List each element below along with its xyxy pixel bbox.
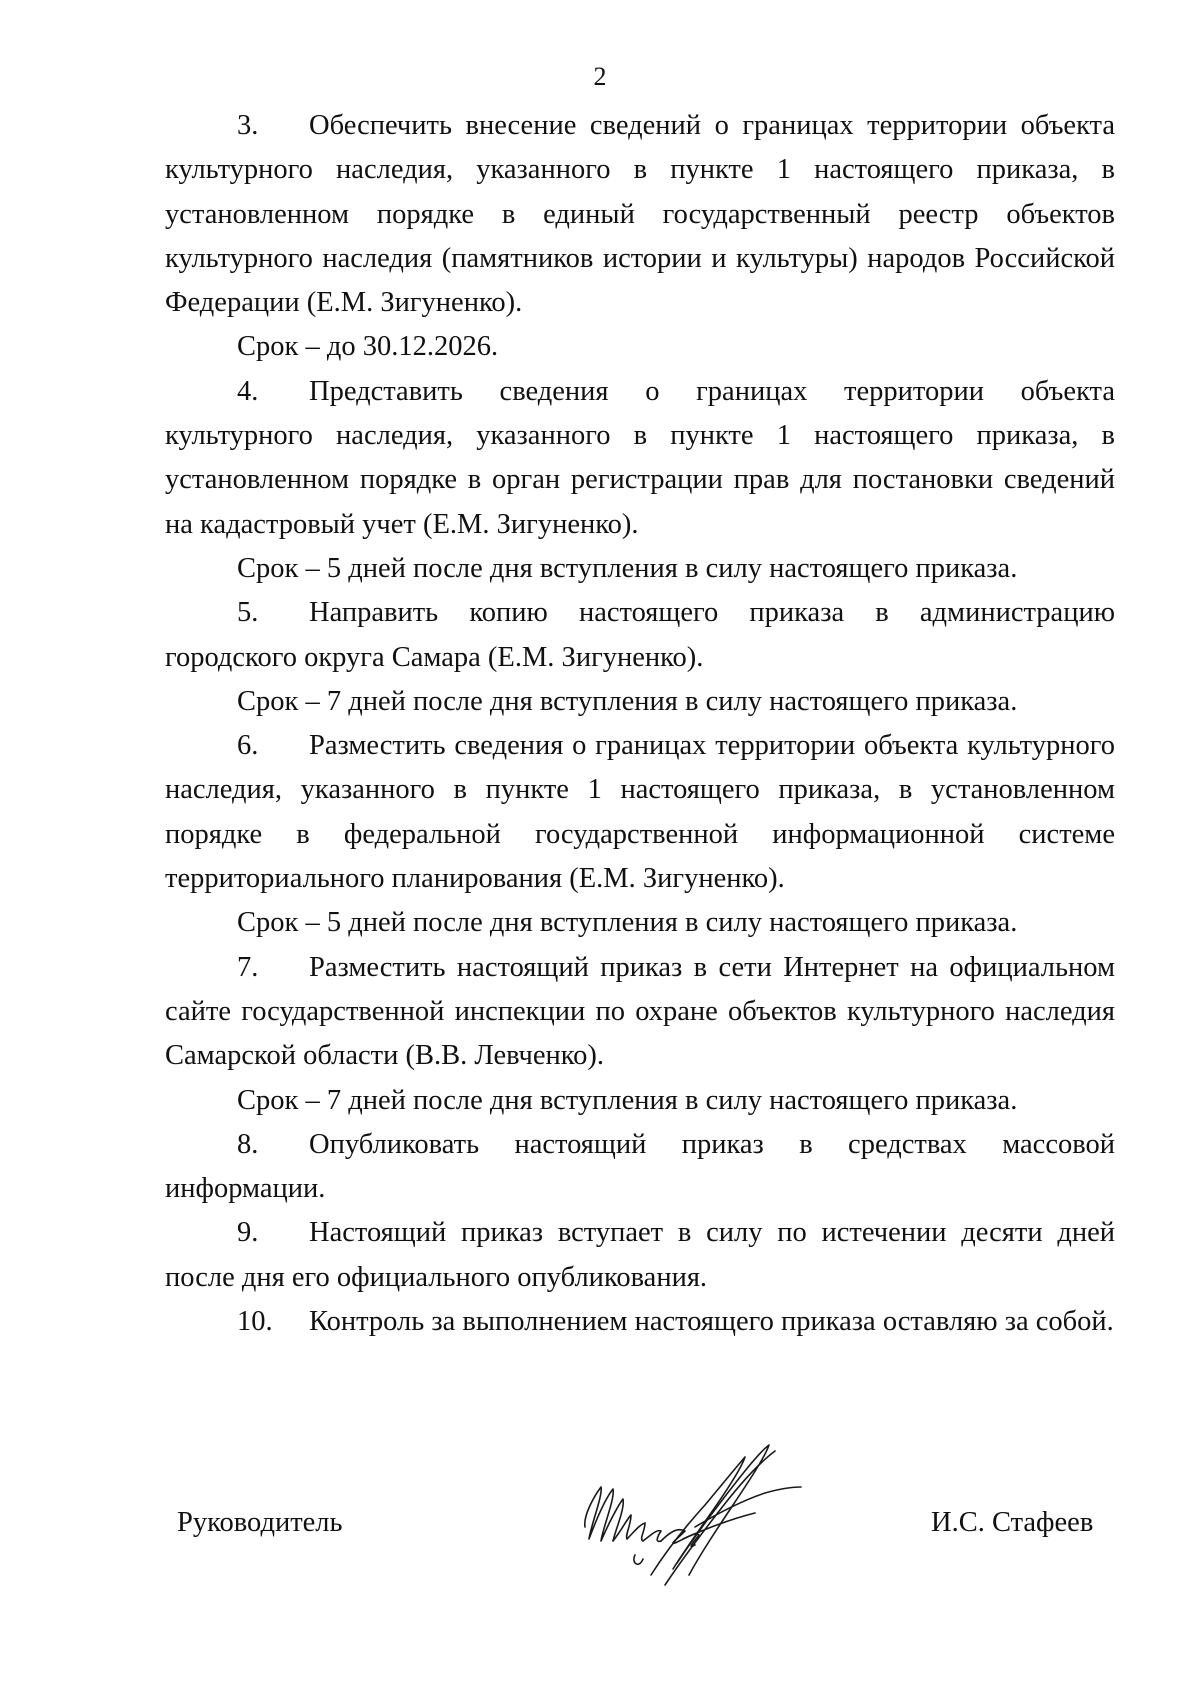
document-body xyxy=(165,104,1115,1344)
item-text: Разместить сведения о границах территории объекта культурного наследия, указанного в пункте 1 настоящего приказа, в установленном порядке в федеральной государственной информационной системе территориального планирования (Е.М. Зигуненко). xyxy=(165,730,1115,895)
item-number: 5. xyxy=(237,597,259,629)
handwritten-signature xyxy=(565,1435,815,1605)
paragraph-item-7 xyxy=(165,946,1115,1079)
paragraph-item-8 xyxy=(165,1123,1115,1212)
paragraph-item-9 xyxy=(165,1211,1115,1300)
deadline-line: Срок – 7 дней после дня вступления в силу настоящего приказа. xyxy=(237,685,1018,717)
item-number: 9. xyxy=(237,1217,259,1249)
item-number: 6. xyxy=(237,730,259,762)
item-text: Направить копию настоящего приказа в администрацию городского округа Самара (Е.М. Зигуненко). xyxy=(165,597,1115,673)
item-text: Настоящий приказ вступает в силу по истечении десяти дней после дня его официального опубликования. xyxy=(165,1217,1115,1293)
deadline-line: Срок – до 30.12.2026. xyxy=(237,331,499,363)
item-number: 10. xyxy=(237,1306,273,1338)
item-number: 4. xyxy=(237,375,259,407)
paragraph-item-3 xyxy=(165,104,1115,325)
signatory-name: И.С. Стафеев xyxy=(931,1507,1094,1538)
item-text: Разместить настоящий приказ в сети Интернет на официальном сайте государственной инспекции по охране объектов культурного наследия Самарской области (В.В. Левченко). xyxy=(165,951,1115,1072)
item-text: Опубликовать настоящий приказ в средствах массовой информации. xyxy=(165,1128,1115,1205)
item-number: 3. xyxy=(237,110,259,141)
item-number: 8. xyxy=(237,1128,259,1160)
item-number: 7. xyxy=(237,951,259,983)
deadline-line: Срок – 5 дней после дня вступления в силу настоящего приказа. xyxy=(237,907,1018,939)
paragraph-item-4 xyxy=(165,370,1115,547)
item-text: Обеспечить внесение сведений о границах территории объекта культурного наследия, указанного в пункте 1 настоящего приказа, в установленном порядке в единый государственный реестр объектов культурного наследия (памятников истории и культуры) народов Российской Федерации (Е.М. Зигуненко). xyxy=(165,110,1115,319)
item-text: Контроль за выполнением настоящего приказа оставляю за собой. xyxy=(309,1306,1114,1338)
paragraph-item-5 xyxy=(165,591,1115,680)
deadline-line: Срок – 7 дней после дня вступления в силу настоящего приказа. xyxy=(237,1084,1018,1116)
item-text: Представить сведения о границах территории объекта культурного наследия, указанного в пункте 1 настоящего приказа, в установленном порядке в орган регистрации прав для постановки сведений на кадастровый учет (Е.М. Зигуненко). xyxy=(165,375,1115,540)
paragraph-item-6 xyxy=(165,724,1115,901)
page-number: 2 xyxy=(593,62,607,91)
signatory-role: Руководитель xyxy=(177,1507,343,1538)
paragraph-item-10 xyxy=(165,1300,1115,1344)
deadline-line: Срок – 5 дней после дня вступления в силу настоящего приказа. xyxy=(237,552,1018,584)
